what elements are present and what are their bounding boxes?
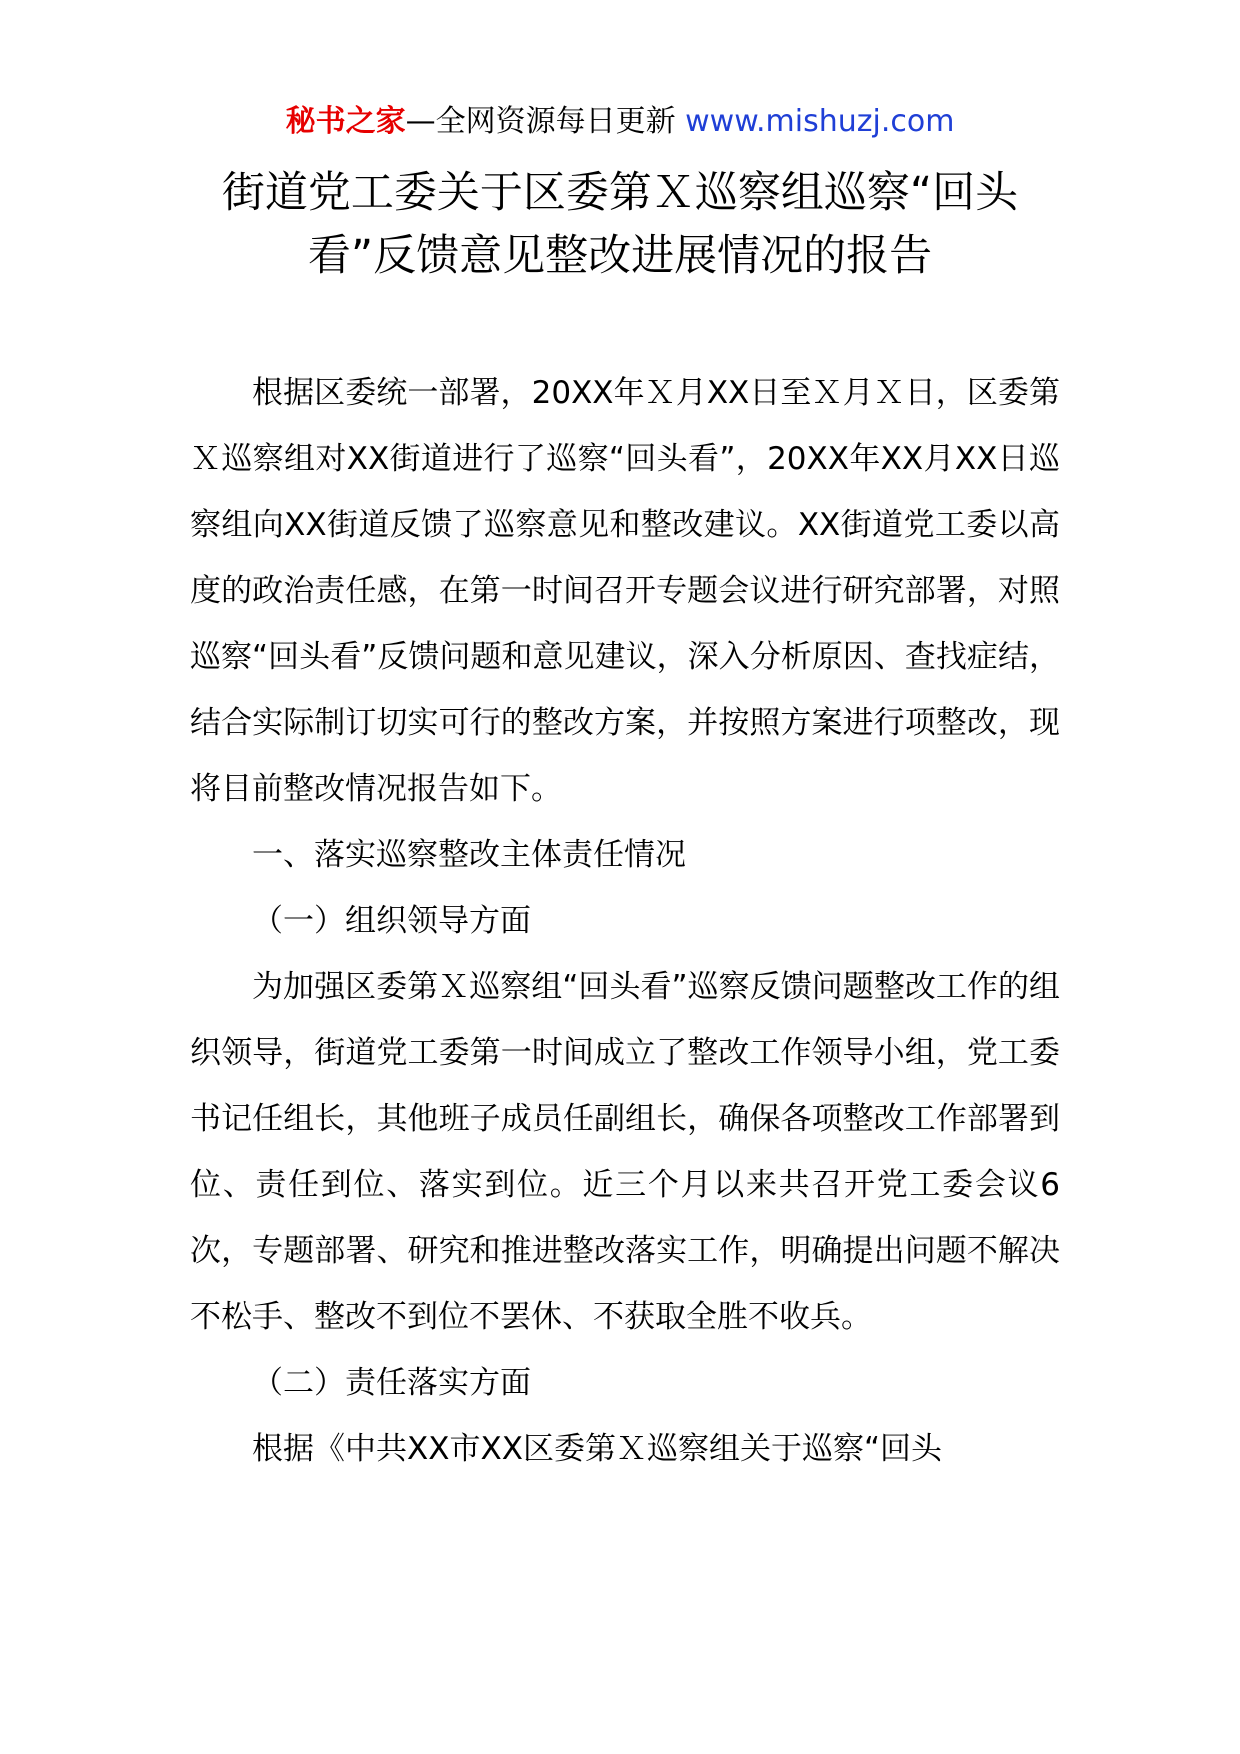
site-brand: 秘书之家 <box>285 104 406 139</box>
subsection-heading-2: （二）责任落实方面 <box>252 1365 531 1401</box>
intro-paragraph: 根据区委统一部署，20XX年Ｘ月XX日至Ｘ月Ｘ日，区委第Ｘ巡察组对XX街道进行了巡察“回头看”，20XX年XX月XX日巡察组向XX街道反馈了巡察意见和整改建议。XX街道党工委以高度的政治责任感，在第一时间召开专题会议进行研究部署，对照巡察“回头看”反馈问题和意见建议，深入分析原因、查找症结，结合实际制订切实可行的整改方案，并按照方案进行项整改，现将目前整改情况报告如下。 <box>190 375 1060 807</box>
section-heading-1: 一、落实巡察整改主体责任情况 <box>252 837 686 873</box>
site-slogan: —全网资源每日更新 <box>405 104 676 139</box>
document-title: 街道党工委关于区委第Ｘ巡察组巡察“回头看”反馈意见整改进展情况的报告 <box>221 168 1019 281</box>
subsection-paragraph-1: 为加强区委第Ｘ巡察组“回头看”巡察反馈问题整改工作的组织领导，街道党工委第一时间成立了整改工作领导小组，党工委书记任组长，其他班子成员任副组长，确保各项整改工作部署到位、责任到位、落实到位。近三个月以来共召开党工委会议6次，专题部署、研究和推进整改落实工作，明确提出问题不解决不松手、整改不到位不罢休、不获取全胜不收兵。 <box>190 969 1060 1335</box>
site-url[interactable]: www.mishuzj.com <box>685 104 955 139</box>
subsection-paragraph-2: 根据《中共XX市XX区委第Ｘ巡察组关于巡察“回头 <box>252 1431 943 1467</box>
site-banner <box>0 100 1240 144</box>
document-body <box>190 360 1060 1482</box>
subsection-heading-1: （一）组织领导方面 <box>252 903 531 939</box>
